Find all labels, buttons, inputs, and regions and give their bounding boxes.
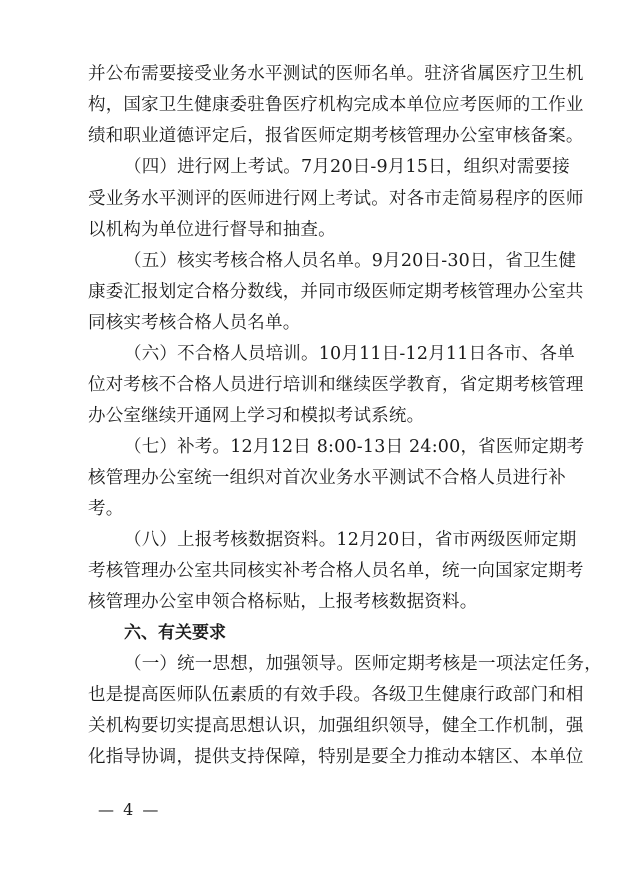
section-heading-text: 六、有关要求 xyxy=(124,623,226,643)
text-line xyxy=(0,218,635,242)
text-line-content: （七）补考。12月12日 8:00-13日 24:00，省医师定期考 xyxy=(124,437,585,457)
text-line-content: 绩和职业道德评定后，报省医师定期考核管理办公室审核备案。 xyxy=(88,126,584,146)
text-line-content: 化指导协调，提供支持保障，特别是要全力推动本辖区、本单位 xyxy=(88,747,584,767)
text-line-content: 考。 xyxy=(88,499,124,519)
text-line-content: 构，国家卫生健康委驻鲁医疗机构完成本单位应考医师的工作业 xyxy=(88,95,584,115)
text-line-content: （五）核实考核合格人员名单。9月20日-30日，省卫生健 xyxy=(124,251,577,271)
text-line-content: 受业务水平测评的医师进行网上考试。对各市走简易程序的医师 xyxy=(88,189,584,209)
text-line-content: （八）上报考核数据资料。12月20日，省市两级医师定期 xyxy=(124,530,577,550)
text-line xyxy=(0,404,635,428)
text-line-content: 康委汇报划定合格分数线，并同市级医师定期考核管理办公室共 xyxy=(88,282,584,302)
text-line-content: （四）进行网上考试。7月20日-9月15日，组织对需要接 xyxy=(124,157,570,177)
text-line-content: 以机构为单位进行督导和抽查。 xyxy=(88,220,336,240)
text-line xyxy=(0,652,635,676)
text-line-content: 位对考核不合格人员进行培训和继续医学教育，省定期考核管理 xyxy=(88,375,584,395)
text-line xyxy=(0,124,635,148)
text-line xyxy=(0,280,635,304)
text-line xyxy=(0,528,635,552)
page-number: — 4 — xyxy=(98,800,161,819)
text-line xyxy=(0,62,635,86)
text-line-content: 考核管理办公室共同核实补考合格人员名单，统一向国家定期考 xyxy=(88,561,584,581)
text-line xyxy=(0,497,635,521)
text-line xyxy=(0,590,635,614)
text-line xyxy=(0,155,635,179)
text-line-content: 办公室继续开通网上学习和模拟考试系统。 xyxy=(88,406,425,426)
text-line xyxy=(0,466,635,490)
text-line-content: （一）统一思想，加强领导。医师定期考核是一项法定任务， xyxy=(124,654,602,674)
text-line xyxy=(0,187,635,211)
text-line xyxy=(0,559,635,583)
section-heading xyxy=(0,621,635,645)
text-line xyxy=(0,93,635,117)
text-line-content: 也是提高医师队伍素质的有效手段。各级卫生健康行政部门和相 xyxy=(88,685,584,705)
text-line xyxy=(0,714,635,738)
text-line xyxy=(0,342,635,366)
text-line xyxy=(0,683,635,707)
text-line xyxy=(0,373,635,397)
text-line-content: （六）不合格人员培训。10月11日-12月11日各市、各单 xyxy=(124,344,575,364)
text-line-content: 同核实考核合格人员名单。 xyxy=(88,313,301,333)
text-line-content: 核管理办公室申领合格标贴，上报考核数据资料。 xyxy=(88,592,478,612)
text-line-content: 并公布需要接受业务水平测试的医师名单。驻济省属医疗卫生机 xyxy=(88,64,584,84)
text-line-content: 关机构要切实提高思想认识，加强组织领导，健全工作机制，强 xyxy=(88,716,584,736)
text-line xyxy=(0,435,635,459)
text-line xyxy=(0,745,635,769)
text-line xyxy=(0,249,635,273)
text-line xyxy=(0,311,635,335)
text-line-content: 核管理办公室统一组织对首次业务水平测试不合格人员进行补 xyxy=(88,468,566,488)
